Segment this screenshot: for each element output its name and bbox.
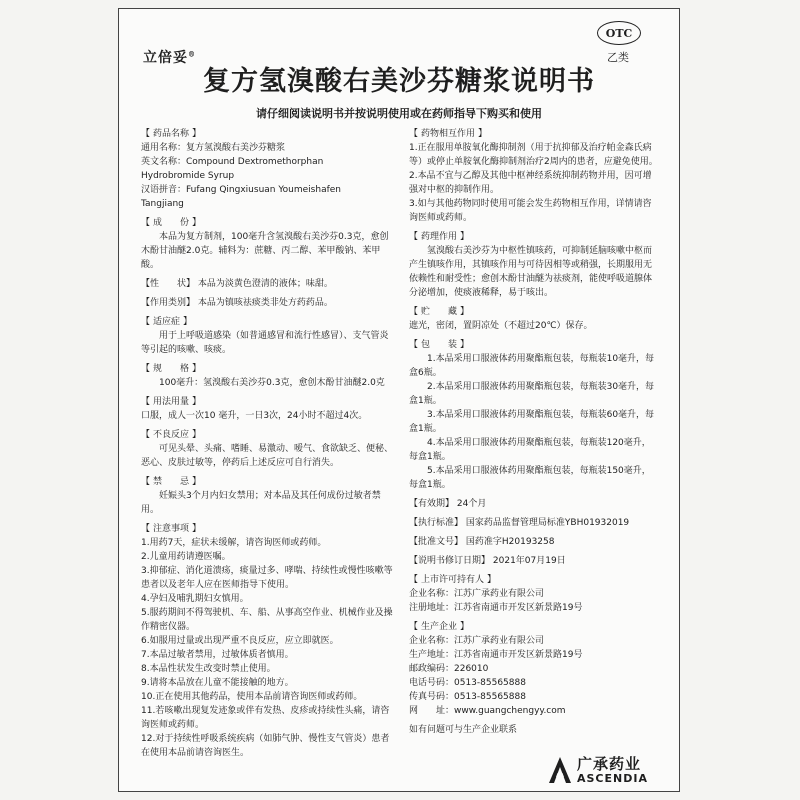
section-label: 【 用法用量 】 [141,397,202,407]
section-label: 【 药品名称 】 [141,129,202,139]
logo-chinese-name: 广承药业 [577,755,642,773]
document-subtitle: 请仔细阅读说明书并按说明使用或在药师指导下购买和使用 [256,107,542,120]
section-label: 说明书修订日期 [418,556,482,566]
section-ingredients: 【 成 份 】 本品为复方制剂，100毫升含氢溴酸右美沙芬0.3克，愈创木酚甘油醚2.0克。辅料为：蔗糖、丙二醇、苯甲酸钠、苯甲酸。 [141,216,397,272]
company-logo [547,753,667,787]
section-label: 【 药理作用 】 [409,232,470,242]
section-label: 有效期 [418,499,446,509]
logo-english-name: ASCENDIA [577,772,648,785]
section-interaction: 【 药物相互作用 】 1.正在服用单胺氧化酶抑制剂（用于抗抑郁及治疗帕金森氏病等）或停止单胺氧化酶抑制剂治疗2周内的患者，应避免使用。 2.本品不宜与乙醇及其他中枢神经系统抑制药物并用，因可增强对中枢的抑制作用。 3.如与其他药物同时使用可能会发生药物相互作用，详情请咨询医师或药师。 [409,129,658,223]
left-column [141,127,397,765]
section-label: 【 上市许可持有人 】 [409,575,497,585]
section-contraindication: 【 禁 忌 】 妊娠头3个月内妇女禁用；对本品及其任何成份过敏者禁用。 [141,475,397,517]
registered-mark: ® [188,49,196,59]
section-label: 【 贮 藏 】 [409,307,470,317]
section-label: 【 规 格 】 [141,364,202,374]
document-title: 复方氢溴酸右美沙芬糖浆说明书 [203,66,595,97]
section-character: 【性 状】 本品为淡黄色澄清的液体；味甜。 [141,279,333,289]
section-label: 作用类别 [150,298,187,308]
section-holder: 【 上市许可持有人 】 企业名称：江苏广承药业有限公司 注册地址：江苏省南通市开发区新景路19号 [409,573,659,615]
instruction-sheet [118,8,680,792]
section-label: 【 生产企业 】 [409,622,470,632]
contact-note: 如有问题可与生产企业联系 [409,725,518,735]
section-label: 批准文号 [418,537,455,547]
section-usage: 【 用法用量 】 口服，成人一次10 毫升，一日3次，24小时不超过4次。 [141,395,397,423]
section-spec: 【 规 格 】 100毫升：氢溴酸右美沙芬0.3克，愈创木酚甘油醚2.0克 [141,362,397,390]
brand-name: 立倍妥® [143,49,196,66]
right-column [409,127,659,742]
section-notes: 【 注意事项 】 1.用药7天，症状未缓解，请咨询医师或药师。 2.儿童用药请遵医嘱。 3.抑郁症、消化道溃疡，痰量过多、哮喘、持续性或慢性咳嗽等患者以及老年人应在医师指导下使用。 4.孕妇及哺乳期妇女慎用。 5.服药期间不得驾驶机、车、船、从事高空作业、机械作业及操作精密仪器。 6.如服用过量或出现严重不良反应，应立即就医。 7.本品过敏者禁用，过敏体质者慎用。 8.本品性状发生改变时禁止使用。 9.请将本品放在儿童不能接触的地方。 10.正在使用其他药品，使用本品前请咨询医师或药师。 11.若咳嗽出现复发迹象或伴有发热、皮疹或持续性头痛，请咨询医师或药师。 12.对于持续性呼吸系统疾病（如肺气肿、慢性支气管炎）患者在使用本品前请咨询医生。 [141,522,397,760]
section-label: 【 注意事项 】 [141,524,202,534]
section-label: 性 状 [150,279,187,289]
ascendia-logo-icon [547,755,573,785]
section-package: 【 包 装 】 1.本品采用口服液体药用聚酯瓶包装，每瓶装10毫升，每盒6瓶。 2.本品采用口服液体药用聚酯瓶包装，每瓶装30毫升，每盒1瓶。 3.本品采用口服液体药用聚酯瓶包装，每瓶装60毫升，每盒1瓶。 4.本品采用口服液体药用聚酯瓶包装，每瓶装120毫升，每盒1瓶。 5.本品采用口服液体药用聚酯瓶包装，每瓶装150毫升，每盒1瓶。 [409,338,659,492]
otc-badge: OTC [597,21,641,45]
section-pharmacology: 【 药理作用 】 氢溴酸右美沙芬为中枢性镇咳药，可抑制延脑咳嗽中枢而产生镇咳作用，其镇咳作用与可待因相等或稍强，长期服用无依赖性和耐受性；愈创木酚甘油醚为祛痰剂，能使呼吸道腺体分泌增加，使痰液稀释，易于咳出。 [409,230,659,300]
section-storage: 【 贮 藏 】 遮光，密闭，置阴凉处（不超过20℃）保存。 [409,305,659,333]
section-adverse: 【 不良反应 】 可见头晕、头痛、嗜睡、易激动、嗳气、食欲缺乏、便秘、恶心、皮肤过敏等，停药后上述反应可自行消失。 [141,428,397,470]
section-validity: 【有效期】 24个月 [409,499,487,509]
section-approval: 【批准文号】 国药准字H20193258 [409,537,555,547]
section-label: 执行标准 [418,518,455,528]
section-label: 【 包 装 】 [409,340,470,350]
section-category: 【作用类别】 本品为镇咳祛痰类非处方药药品。 [141,298,333,308]
otc-class: 乙类 [607,51,629,64]
section-label: 【 成 份 】 [141,218,202,228]
section-label: 【 药物相互作用 】 [409,129,488,139]
section-label: 【 适应症 】 [141,317,193,327]
section-label: 【 禁 忌 】 [141,477,202,487]
section-indication: 【 适应症 】 用于上呼吸道感染（如普通感冒和流行性感冒）、支气管炎等引起的咳嗽、咳痰。 [141,315,397,357]
section-standard: 【执行标准】 国家药品监督管理局标准YBH01932019 [409,518,630,528]
section-manufacturer: 【 生产企业 】 企业名称：江苏广承药业有限公司 生产地址：江苏省南通市开发区新景路19号 邮政编码：226010 电话号码：0513-85565888 传真号码：0513-85565888 网 址：www.guangchengyy.com [409,620,659,718]
section-label: 【 不良反应 】 [141,430,202,440]
section-drug-name: 【 药品名称 】 通用名称：复方氢溴酸右美沙芬糖浆 英文名称：Compound Dextromethorphan Hydrobromide Syrup 汉语拼音：Fufang Qingxiusuan Youmeishafen Tangjiang [141,127,397,211]
section-revision: 【说明书修订日期】 2021年07月19日 [409,556,566,566]
